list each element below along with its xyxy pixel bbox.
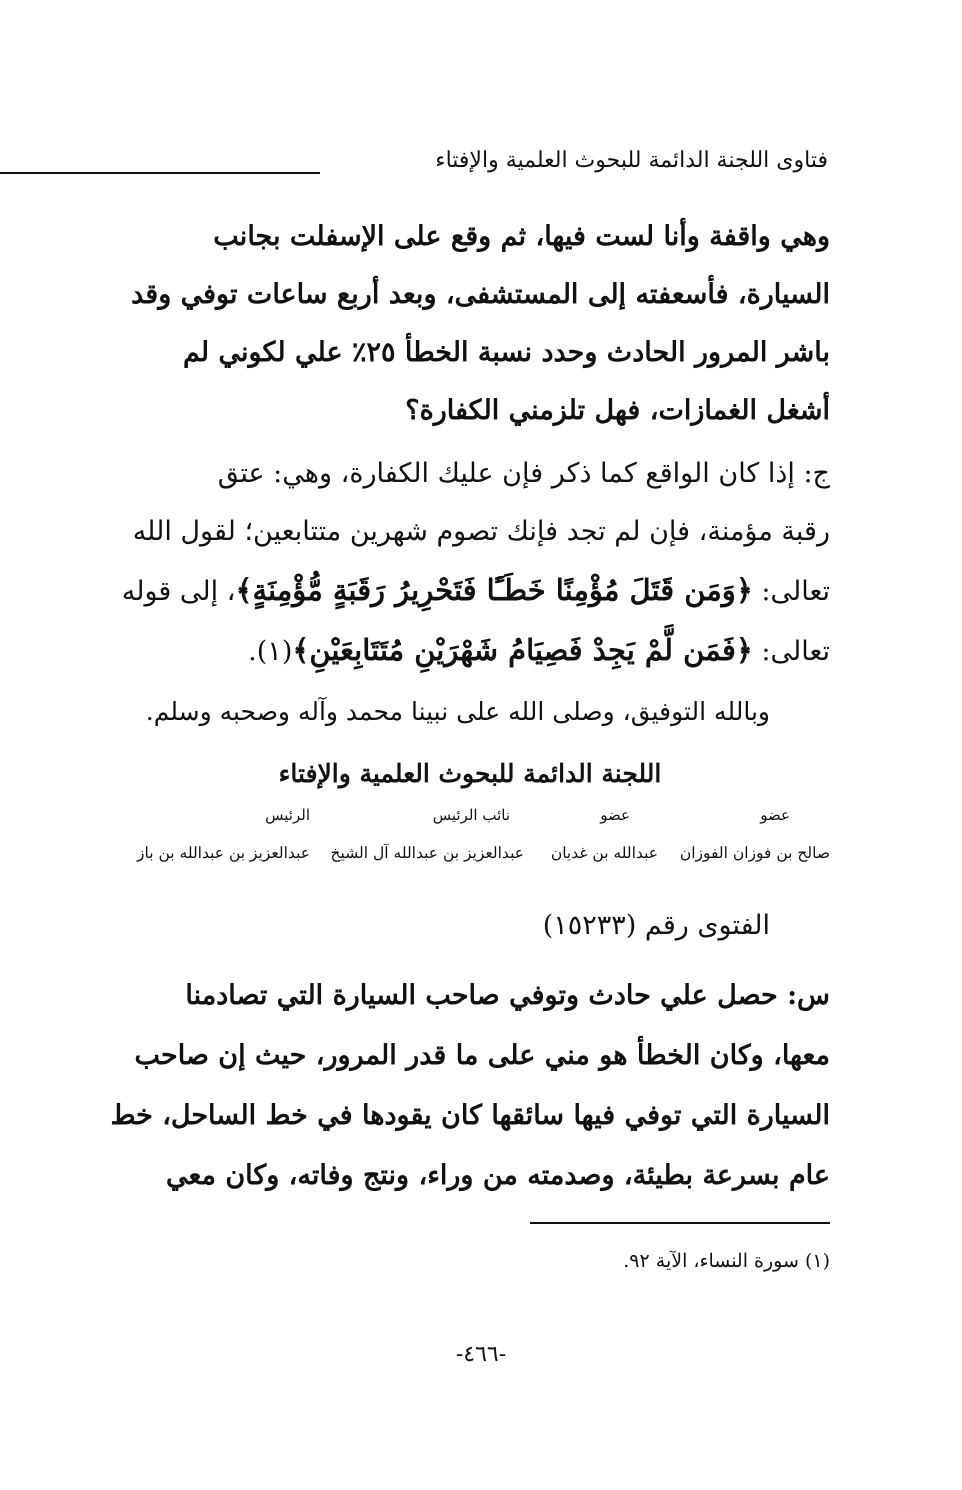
footnote-rule <box>530 1222 830 1224</box>
text-line: السيارة، فأسعفته إلى المستشفى، وبعد أربع ساعات توفي وقد <box>131 279 830 310</box>
role-vice-chairman: نائب الرئيس <box>432 806 510 824</box>
signatory-name: عبدالله بن غديان <box>550 844 658 862</box>
verse-suffix: ، إلى قوله <box>121 576 236 607</box>
text-line-with-verse <box>110 561 830 621</box>
header-rule <box>0 172 320 174</box>
new-question-paragraph <box>110 966 830 1206</box>
text-line-with-verse <box>110 621 830 681</box>
question-continuation <box>110 208 830 440</box>
signatory-roles <box>110 804 830 826</box>
text-line: أشغل الغمازات، فهل تلزمني الكفارة؟ <box>405 395 830 426</box>
verse-intro: تعالى: <box>752 576 830 607</box>
fatwa-number: الفتوى رقم (١٥٢٣٣) <box>542 910 770 941</box>
text-line: س: حصل علي حادث وتوفي صاحب السيارة التي تصادمنا <box>185 980 830 1011</box>
text-line: السيارة التي توفي فيها سائقها كان يقودها في خط الساحل، خط <box>110 1100 830 1131</box>
quran-verse: ﴿فَمَن لَّمْ يَجِدْ فَصِيَامُ شَهْرَيْنِ مُتَتَابِعَيْنِ﴾ <box>292 633 753 667</box>
header-title: فتاوى اللجنة الدائمة للبحوث العلمية والإفتاء <box>435 148 828 173</box>
signatory-names <box>110 842 830 868</box>
footnote-ref: (١). <box>248 636 293 667</box>
text-line: ج: إذا كان الواقع كما ذكر فإن عليك الكفارة، وهي: عتق <box>217 458 830 489</box>
closing-prayer: وبالله التوفيق، وصلى الله على نبينا محمد وآله وصحبه وسلم. <box>145 697 770 726</box>
answer-paragraph <box>110 445 830 681</box>
running-header <box>128 146 828 182</box>
text-line: باشر المرور الحادث وحدد نسبة الخطأ ٢٥٪ علي لكوني لم <box>182 337 830 368</box>
committee-title: اللجنة الدائمة للبحوث العلمية والإفتاء <box>278 759 662 788</box>
signatory-name: عبدالعزيز بن عبدالله آل الشيخ <box>330 844 524 862</box>
text-line: معها، وكان الخطأ هو مني على ما قدر المرور، حيث إن صاحب <box>134 1040 830 1071</box>
verse-intro: تعالى: <box>752 636 830 667</box>
text-line: رقبة مؤمنة، فإن لم تجد فإنك تصوم شهرين متتابعين؛ لقول الله <box>132 516 830 547</box>
signatory-name: صالح بن فوزان الفوزان <box>679 844 830 862</box>
role-member: عضو <box>760 806 790 824</box>
text-line: وهي واقفة وأنا لست فيها، ثم وقع على الإسفلت بجانب <box>213 221 830 252</box>
signatory-name: عبدالعزيز بن عبدالله بن باز <box>137 844 310 862</box>
role-chairman: الرئيس <box>265 806 310 824</box>
page-number: -٤٦٦- <box>455 1342 507 1367</box>
quran-verse: ﴿وَمَن قَتَلَ مُؤْمِنًا خَطَـًٔا فَتَحْرِيرُ رَقَبَةٍ مُّؤْمِنَةٍ﴾ <box>235 573 753 607</box>
footnote: (١) سورة النساء، الآية ٩٢. <box>623 1250 830 1272</box>
text-line: عام بسرعة بطيئة، وصدمته من وراء، ونتج وفاته، وكان معي <box>165 1160 830 1191</box>
role-member: عضو <box>600 806 630 824</box>
